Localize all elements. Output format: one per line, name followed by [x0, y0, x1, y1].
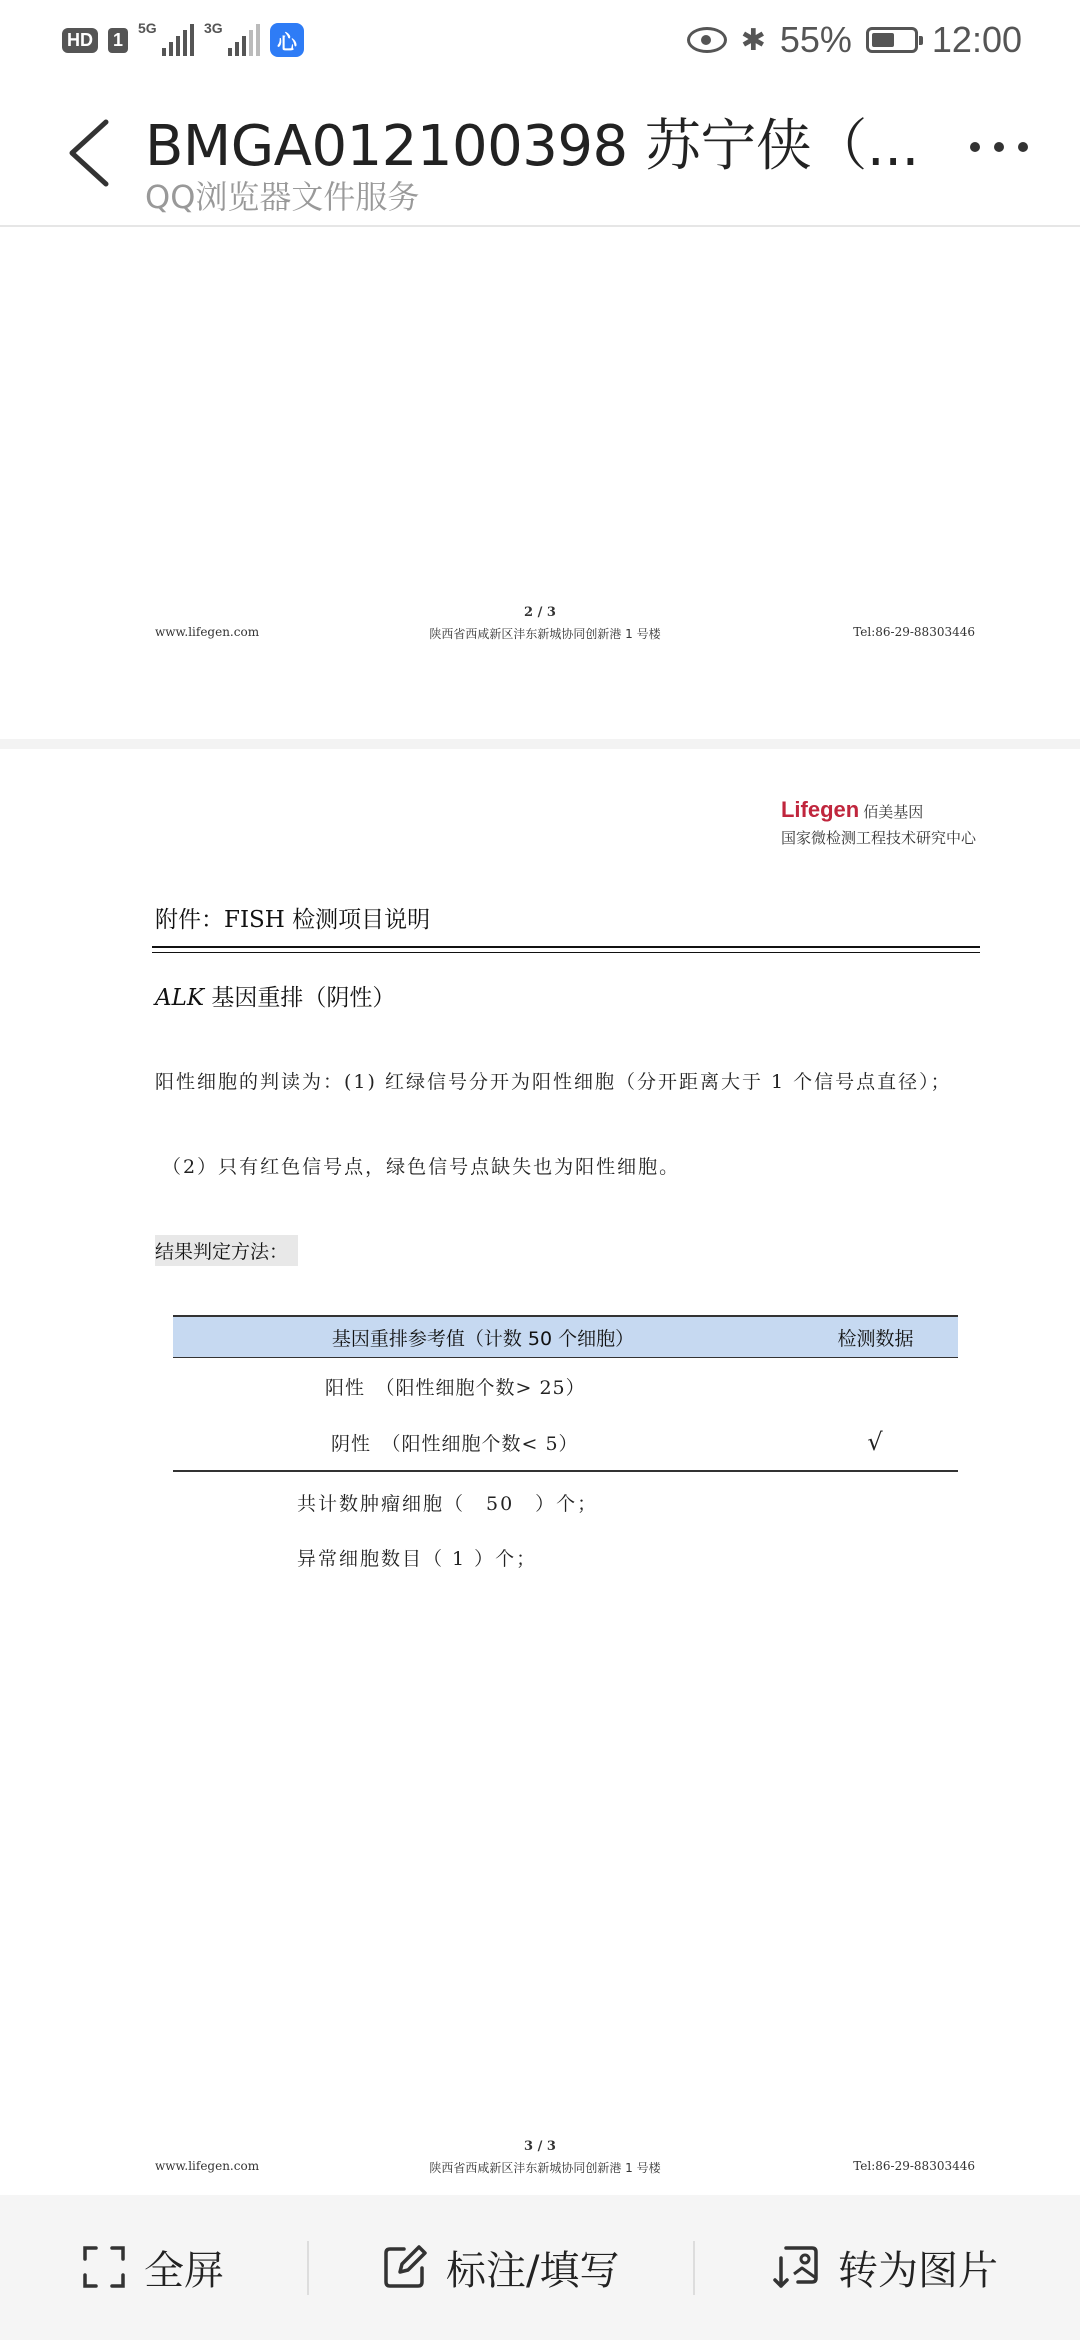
gene-heading	[155, 979, 395, 1012]
tumor-cell-count: 共计数肿瘤细胞（ 50 ）个；	[297, 1493, 599, 1515]
footer-address: 陕西省西咸新区沣东新城协同创新港 1 号楼	[429, 627, 661, 641]
net-type-5g: 5G	[138, 20, 157, 36]
divider	[152, 952, 980, 953]
bottom-toolbar	[0, 2195, 1080, 2340]
lifegen-logo	[781, 797, 976, 848]
header-data: 检测数据	[837, 1327, 914, 1350]
app-notification-icon: ⼼	[270, 23, 304, 57]
fullscreen-button[interactable]	[82, 2239, 224, 2295]
eye-comfort-icon	[687, 27, 727, 53]
table-row	[173, 1358, 958, 1414]
signal-3g-icon	[204, 20, 260, 56]
footer-website: www.lifegen.com	[155, 625, 260, 639]
title-bar	[0, 80, 1080, 227]
logo-cn: 佰美基因	[863, 803, 924, 821]
fullscreen-label: 全屏	[144, 2247, 224, 2294]
footer-tel: Tel:86-29-88303446	[853, 2159, 975, 2173]
battery-icon	[866, 27, 918, 53]
separator	[307, 2241, 309, 2295]
logo-subtitle: 国家微检测工程技术研究中心	[780, 829, 976, 847]
convert-to-image-button[interactable]	[772, 2239, 998, 2295]
result-table	[173, 1315, 958, 1472]
sim-badge: 1	[108, 28, 128, 53]
bluetooth-icon: ✱	[740, 23, 766, 57]
status-bar	[0, 0, 1080, 80]
battery-percent: 55%	[779, 19, 852, 60]
back-arrow-icon[interactable]	[62, 118, 122, 188]
edit-icon	[382, 2244, 428, 2290]
table-row	[173, 1414, 958, 1470]
annotate-label: 标注/填写	[446, 2247, 620, 2294]
criteria-paragraph-2: （2）只有红色信号点，绿色信号点缺失也为阳性细胞。	[162, 1156, 681, 1178]
signal-5g-icon	[138, 20, 194, 56]
method-label: 结果判定方法：	[155, 1235, 298, 1266]
net-type-3g: 3G	[204, 20, 223, 36]
footer-address: 陕西省西咸新区沣东新城协同创新港 1 号楼	[429, 2161, 661, 2175]
annotate-button[interactable]	[382, 2239, 619, 2295]
table-bottom-rule	[173, 1470, 958, 1472]
logo-brand: Lifegen	[780, 797, 860, 822]
document-title: BMGA012100398 苏宁侠（...	[145, 114, 919, 179]
separator	[693, 2241, 695, 2295]
pdf-page-3	[0, 749, 1080, 2195]
battery-fill	[872, 33, 894, 47]
clock: 12:00	[931, 19, 1022, 60]
document-viewer[interactable]	[0, 227, 1080, 2195]
divider	[152, 946, 980, 948]
header-reference: 基因重排参考值（计数 50 个细胞）	[331, 1327, 635, 1350]
status-right	[687, 18, 1022, 62]
criteria-paragraph-1: 阳性细胞的判读为：(1) 红绿信号分开为阳性细胞（分开距离大于 1 个信号点直径）；	[155, 1071, 952, 1093]
row-reference: 阴性 （阳性细胞个数< 5）	[331, 1432, 579, 1455]
row-reference: 阳性 （阳性细胞个数> 25）	[325, 1376, 586, 1399]
attachment-title: 附件：FISH 检测项目说明	[155, 907, 431, 933]
page-number: 3 / 3	[524, 2139, 556, 2154]
fullscreen-icon	[82, 2245, 126, 2289]
convert-label: 转为图片	[838, 2247, 998, 2294]
pdf-page-2	[0, 227, 1080, 739]
hd-badge: HD	[62, 28, 98, 53]
gene-name: ALK	[155, 985, 205, 1011]
abnormal-cell-count: 异常细胞数目（ 1 ）个；	[297, 1548, 538, 1570]
footer-tel: Tel:86-29-88303446	[853, 625, 975, 639]
table-header	[173, 1315, 958, 1358]
image-convert-icon	[772, 2244, 820, 2290]
document-source: QQ浏览器文件服务	[145, 178, 420, 216]
gene-heading-text: 基因重排（阴性）	[204, 985, 396, 1011]
footer-website: www.lifegen.com	[155, 2159, 260, 2173]
more-menu-icon[interactable]	[970, 142, 1028, 152]
status-left	[62, 20, 304, 60]
page-number: 2 / 3	[524, 605, 556, 620]
check-mark: √	[867, 1428, 884, 1456]
